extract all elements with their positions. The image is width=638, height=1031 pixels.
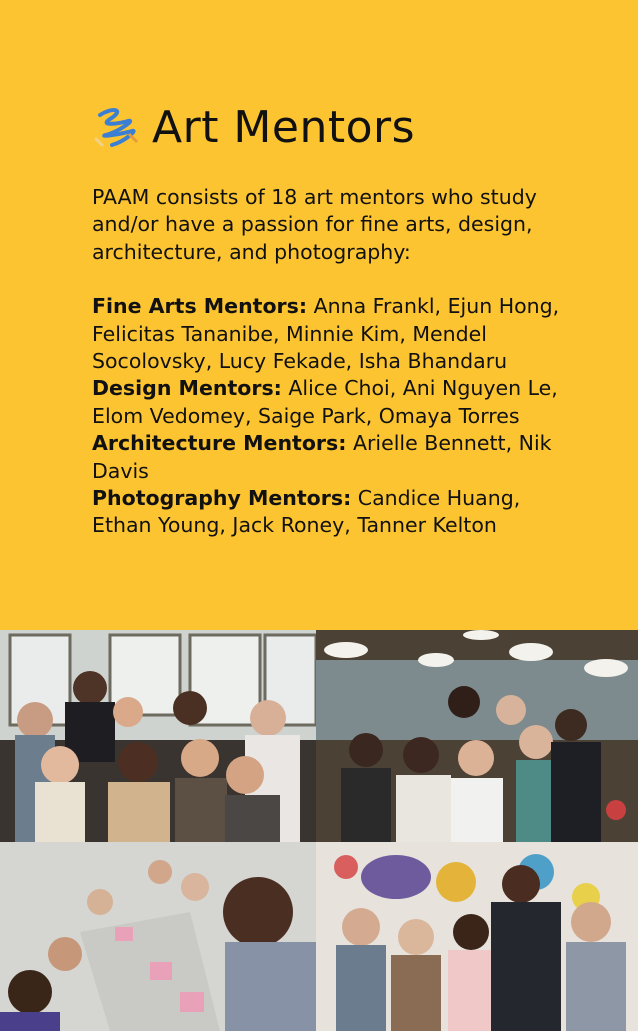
photo-grid (0, 630, 638, 1031)
group-names: Candice Huang, Ethan Young, Jack Roney, Tanner Kelton (92, 486, 521, 538)
group-label: Architecture Mentors: (92, 431, 347, 456)
group-names: Arielle Bennett, Nik Davis (92, 431, 552, 483)
scribble-icon (92, 101, 146, 155)
group-photography (92, 485, 562, 540)
page-title: Art Mentors (152, 102, 416, 153)
group-photo-lights (316, 630, 638, 842)
group-label: Photography Mentors: (92, 486, 352, 511)
intro-paragraph: PAAM consists of 18 art mentors who study and/or have a passion for fine arts, design, architecture, and photography: (92, 185, 537, 264)
title-row (92, 100, 415, 156)
group-photo-mural (316, 842, 638, 1031)
group-photo-table (0, 842, 316, 1031)
group-photo-windows (0, 630, 316, 842)
group-fine-arts (92, 293, 562, 375)
group-design (92, 375, 562, 430)
group-label: Fine Arts Mentors: (92, 294, 308, 319)
group-names: Alice Choi, Ani Nguyen Le, Elom Vedomey, Saige Park, Omaya Torres (92, 376, 558, 428)
group-architecture (92, 430, 562, 485)
mentors-text (92, 184, 562, 540)
group-label: Design Mentors: (92, 376, 282, 401)
group-names: Anna Frankl, Ejun Hong, Felicitas Tananibe, Minnie Kim, Mendel Socolovsky, Lucy Fekade, Isha Bhandaru (92, 294, 560, 374)
